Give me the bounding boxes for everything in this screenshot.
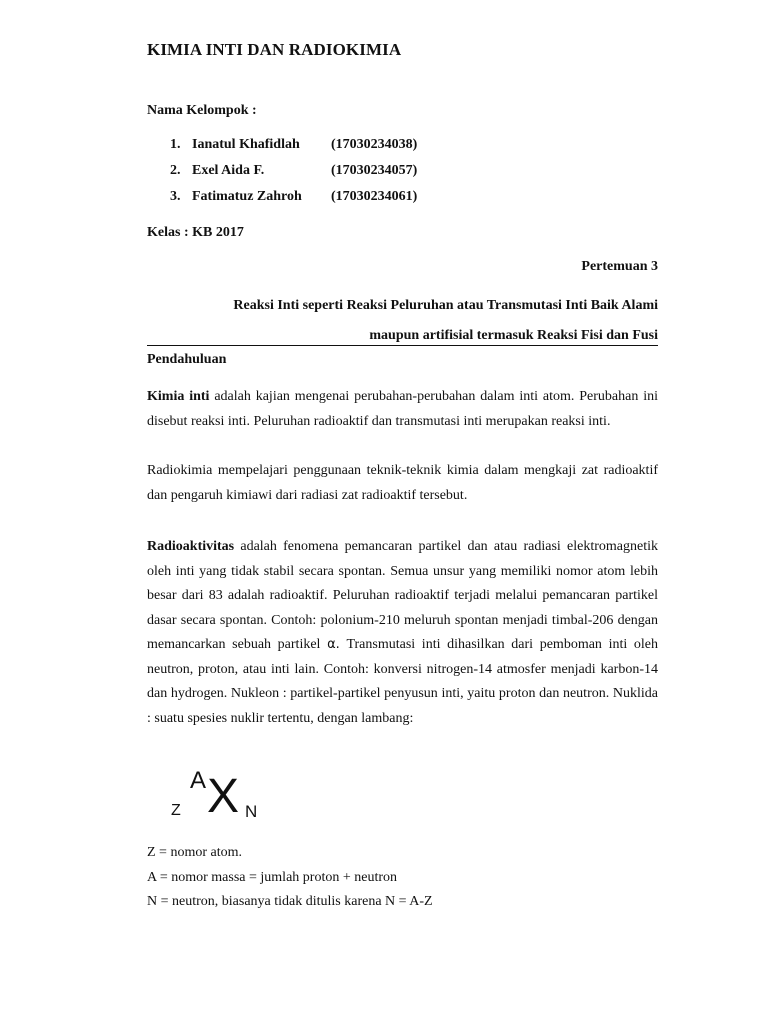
symbol-z: Z (171, 802, 181, 819)
member-nim: (17030234038) (331, 137, 418, 152)
member-number: 3. (170, 189, 181, 204)
paragraph-text: adalah fenomena pemancaran partikel dan atau radiasi elektromagnetik oleh inti yang tidak stabil secara spontan. Semua unsur yang memiliki nomor atom lebih besar dari 83 adalah radioaktif. Peluruhan radioaktif terjadi melalui pemancaran partikel dasar secara spontan. Contoh: polonium-210 meluruh spontan menjadi timbal-206 dengan memancarkan sebuah partikel (147, 539, 658, 652)
definition-n: N = neutron, biasanya tidak ditulis karena N = A-Z (147, 894, 433, 909)
paragraph-text: Radiokimia mempelajari penggunaan teknik-teknik kimia dalam mengkaji zat radioaktif dan pengaruh kimiawi dari radiasi zat radioaktif tersebut. (147, 463, 658, 503)
member-name: Exel Aida F. (192, 163, 265, 178)
topic-line-1: Reaksi Inti seperti Reaksi Peluruhan atau Transmutasi Inti Baik Alami (233, 298, 658, 313)
member-name: Fatimatuz Zahroh (192, 189, 302, 204)
symbol-x: X (207, 770, 240, 823)
member-nim: (17030234061) (331, 189, 418, 204)
paragraph-text: adalah kajian mengenai perubahan-perubahan dalam inti atom. Perubahan ini disebut reaksi inti. Peluruhan radioaktif dan transmutasi inti merupakan reaksi inti. (147, 389, 658, 429)
section-heading: Pendahuluan (147, 352, 227, 367)
topic-line-2: maupun artifisial termasuk Reaksi Fisi dan Fusi (369, 328, 658, 343)
document-title: KIMIA INTI DAN RADIOKIMIA (147, 40, 402, 59)
term-kimia-inti: Kimia inti (147, 389, 210, 404)
group-label: Nama Kelompok : (147, 103, 257, 118)
paragraph-text-continued: Transmutasi inti dihasilkan dari pemboman inti oleh neutron, proton, atau inti lain. Contoh: konversi nitrogen-14 atmosfer menjadi karbon-14 dan hydrogen. Nukleon : partikel-partikel penyusun inti, yaitu proton dan neutron. Nuklida : suatu spesies nuklir tertentu, dengan lambang: (147, 637, 658, 726)
member-number: 1. (170, 137, 181, 152)
nuclide-symbol (167, 765, 277, 825)
horizontal-rule (147, 345, 658, 346)
paragraph-radioaktivitas (147, 535, 658, 731)
symbol-a: A (190, 767, 207, 794)
member-number: 2. (170, 163, 181, 178)
meeting-label: Pertemuan 3 (581, 259, 658, 274)
paragraph-kimia-inti (147, 385, 658, 434)
class-label: Kelas : KB 2017 (147, 225, 244, 240)
paragraph-radiokimia (147, 459, 658, 508)
definition-a: A = nomor massa = jumlah proton + neutron (147, 870, 397, 885)
member-nim: (17030234057) (331, 163, 418, 178)
term-radioaktivitas: Radioaktivitas (147, 539, 235, 554)
member-name: Ianatul Khafidlah (192, 137, 300, 152)
topic-heading (147, 291, 658, 351)
symbol-n: N (245, 802, 258, 821)
alpha-symbol: α. (327, 637, 340, 652)
definition-z: Z = nomor atom. (147, 845, 242, 860)
document-page (147, 0, 658, 1024)
